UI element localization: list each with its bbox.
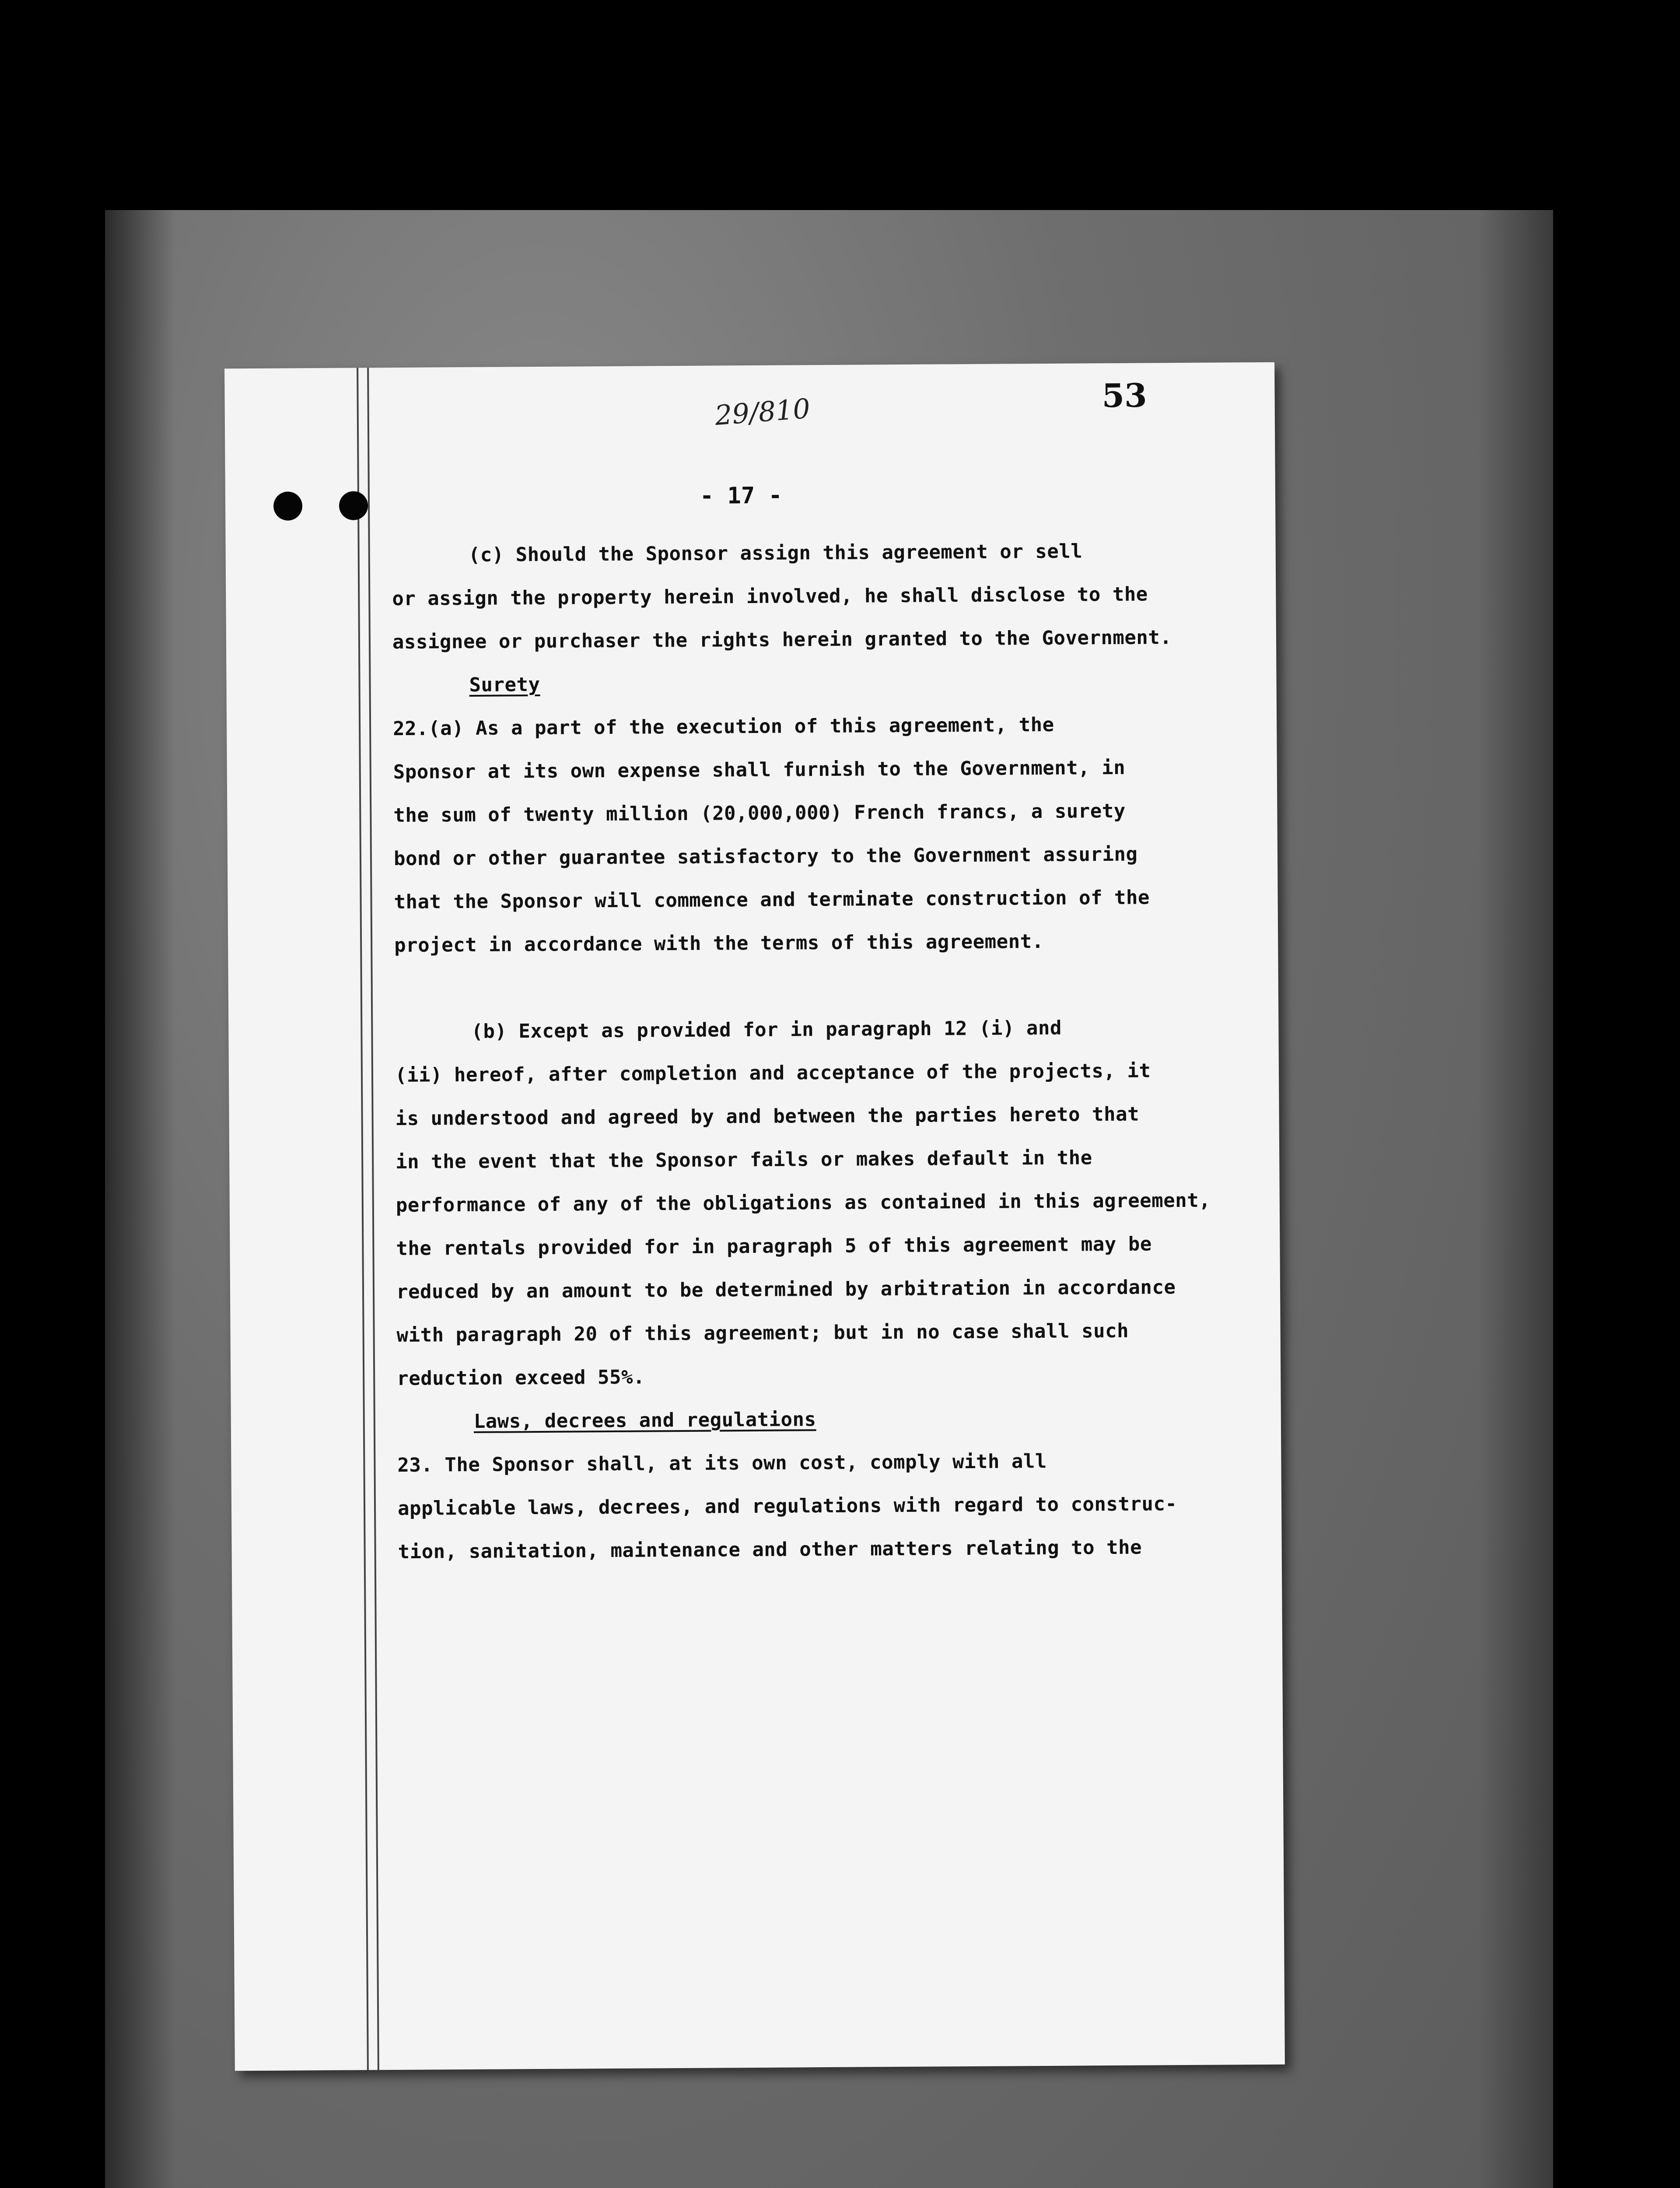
- text-line: tion, sanitation, maintenance and other matters relating to the: [398, 1536, 1142, 1563]
- punch-hole: [339, 491, 368, 520]
- text-line: 23. The Sponsor shall, at its own cost, comply with all: [397, 1450, 1047, 1476]
- text-line: in the event that the Sponsor fails or makes default in the: [396, 1147, 1092, 1174]
- text-line: reduction exceed 55%.: [397, 1366, 645, 1390]
- handwritten-reference: 29/810: [714, 392, 812, 432]
- margin-rule: [357, 368, 369, 2070]
- text-line: Sponsor at its own expense shall furnish to the Government, in: [393, 756, 1126, 784]
- text-line: or assign the property herein involved, he shall disclose to the: [392, 583, 1148, 610]
- text-line: 22.(a) As a part of the execution of this agreement, the: [393, 713, 1054, 740]
- text-line: reduced by an amount to be determined by arbitration in accordance: [396, 1276, 1176, 1304]
- text-line: bond or other guarantee satisfactory to the Government assuring: [393, 843, 1138, 870]
- text-line: performance of any of the obligations as contained in this agreement,: [396, 1189, 1211, 1217]
- page-header: - 17 -: [700, 482, 782, 509]
- text-line: the sum of twenty million (20,000,000) French francs, a surety: [393, 799, 1126, 827]
- section-heading: [392, 659, 1250, 707]
- section-heading-text: Laws, decrees and regulations: [473, 1408, 816, 1433]
- page-number-stamp: 53: [1102, 377, 1147, 415]
- text-line: applicable laws, decrees, and regulations with regard to construc-: [397, 1493, 1177, 1520]
- document-body: [392, 529, 1255, 1574]
- punch-hole: [273, 491, 302, 520]
- board-shadow-right: [1479, 210, 1553, 2188]
- section-heading: [397, 1395, 1255, 1444]
- text-line: that the Sponsor will commence and terminate construction of the: [394, 886, 1150, 914]
- text-line: project in accordance with the terms of this agreement.: [394, 930, 1044, 957]
- board-shadow-left: [105, 210, 175, 2188]
- text-line: the rentals provided for in paragraph 5 of this agreement may be: [396, 1233, 1152, 1260]
- text-line: (ii) hereof, after completion and acceptance of the projects, it: [395, 1059, 1151, 1087]
- text-line: with paragraph 20 of this agreement; but in no case shall such: [396, 1319, 1129, 1347]
- text-line: (c) Should the Sponsor assign this agreement or sell: [468, 540, 1083, 566]
- text-line: assignee or purchaser the rights herein granted to the Government.: [392, 626, 1172, 654]
- margin-rule: [367, 368, 379, 2070]
- text-line: (b) Except as provided for in paragraph 12 (i) and: [471, 1017, 1062, 1043]
- section-heading-text: Surety: [469, 673, 540, 696]
- document-page: [224, 362, 1285, 2071]
- text-line: is understood and agreed by and between the parties hereto that: [395, 1103, 1140, 1130]
- paragraph-gap: [395, 962, 1253, 1010]
